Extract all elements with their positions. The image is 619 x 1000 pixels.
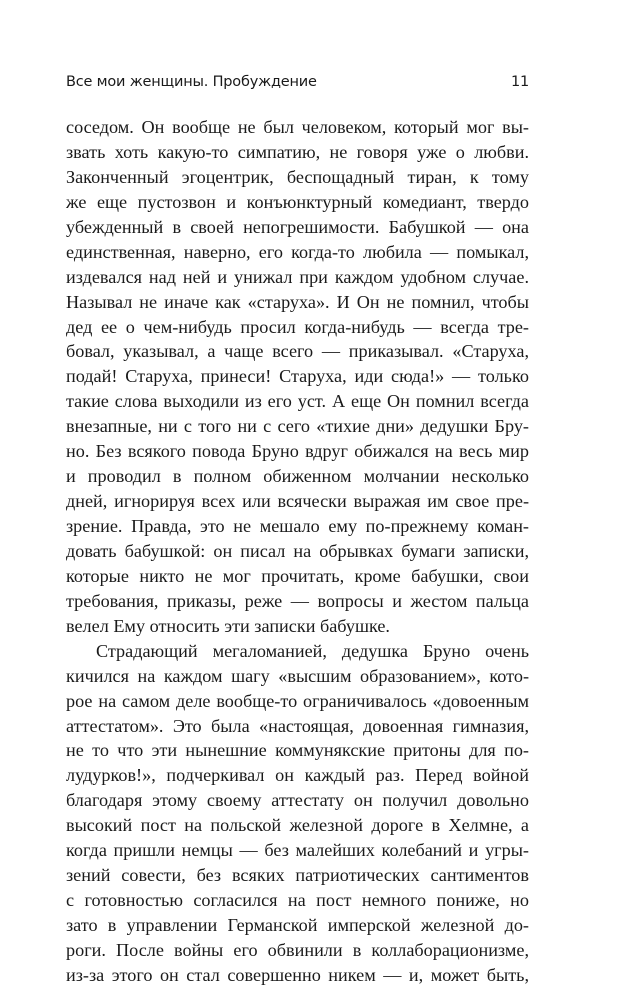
text-line: убежденный в своей непогрешимости. Бабушкой — она (66, 216, 529, 237)
text-line: довать бабушкой: он писал на обрывках бумаги записки, (66, 540, 529, 561)
text-line: аттестатом». Это была «настоящая, довоенная гимназия, (66, 715, 529, 736)
text-line: соседом. Он вообще не был человеком, который мог вы- (66, 117, 529, 137)
text-line: благодаря этому своему аттестату он получил довольно (66, 790, 529, 811)
text-line: внезапные, ни с того ни с сего «тихие дни» дедушки Бру- (66, 416, 529, 437)
text-line: рое на самом деле вообще-то ограничивалось «довоенным (66, 690, 529, 711)
text-line: дней, игнорируя всех или всячески выражая им свое пре- (66, 491, 529, 512)
text-line: кичился на каждом шагу «высшим образованием», кото- (66, 665, 529, 686)
page-number: 11 (510, 74, 529, 90)
text-line: Называл не иначе как «старуха». И Он не помнил, чтобы (66, 291, 529, 312)
text-line: высокий пост на польской железной дороге в Хелмне, а (66, 815, 529, 836)
text-line: которые никто не мог прочитать, кроме бабушки, свои (66, 565, 529, 586)
text-line: велел Ему относить эти записки бабушке. (66, 615, 390, 636)
text-line: бовал, указывал, а чаще всего — приказывал. «Старуха, (66, 341, 529, 362)
text-line: подай! Старуха, принеси! Старуха, иди сюда!» — только (66, 366, 529, 387)
paragraph-2 (66, 639, 529, 988)
body-text (66, 115, 529, 988)
text-line: не то что эти нынешние коммунякские притоны для по- (66, 740, 529, 761)
text-line: лудурков!», подчеркивал он каждый раз. Перед войной (66, 765, 529, 786)
running-head (66, 74, 529, 96)
text-line: дед ее о чем-нибудь просил когда-нибудь — всегда тре- (66, 316, 529, 337)
text-line: Законченный эгоцентрик, беспощадный тиран, к тому (66, 166, 529, 187)
text-line: с готовностью согласился на пост немного пониже, но (66, 890, 529, 911)
text-line: из-за этого он стал совершенно никем — и, может быть, (66, 964, 529, 985)
text-line: зений совести, без всяких патриотических сантиментов (66, 865, 529, 886)
text-line: такие слова выходили из его уст. А еще Он помнил всегда (66, 391, 529, 412)
text-line: когда пришли немцы — без малейших колебаний и угры- (66, 840, 529, 861)
text-line: звать хоть какую-то симпатию, не говоря уже о любви. (66, 141, 529, 162)
text-line: издевался над ней и унижал при каждом удобном случае. (66, 266, 529, 287)
text-line: требования, приказы, реже — вопросы и жестом пальца (66, 590, 529, 611)
paragraph-1 (66, 115, 529, 639)
text-line: зрение. Правда, это не мешало ему по-прежнему коман- (66, 516, 529, 536)
text-line: роги. После войны его обвинили в коллаборационизме, (66, 939, 529, 960)
running-title: Все мои женщины. Пробуждение (66, 74, 317, 90)
text-line: зато в управлении Германской имперской железной до- (66, 915, 529, 935)
text-line: и проводил в полном обиженном молчании несколько (66, 466, 529, 487)
text-line: но. Без всякого повода Бруно вдруг обижался на весь мир (66, 441, 529, 462)
text-line: Страдающий мегаломанией, дедушка Бруно очень (96, 640, 529, 661)
text-line: же еще пустозвон и конъюнктурный комедиант, твердо (66, 191, 529, 212)
text-line: единственная, наверно, его когда-то любила — помыкал, (66, 241, 529, 262)
